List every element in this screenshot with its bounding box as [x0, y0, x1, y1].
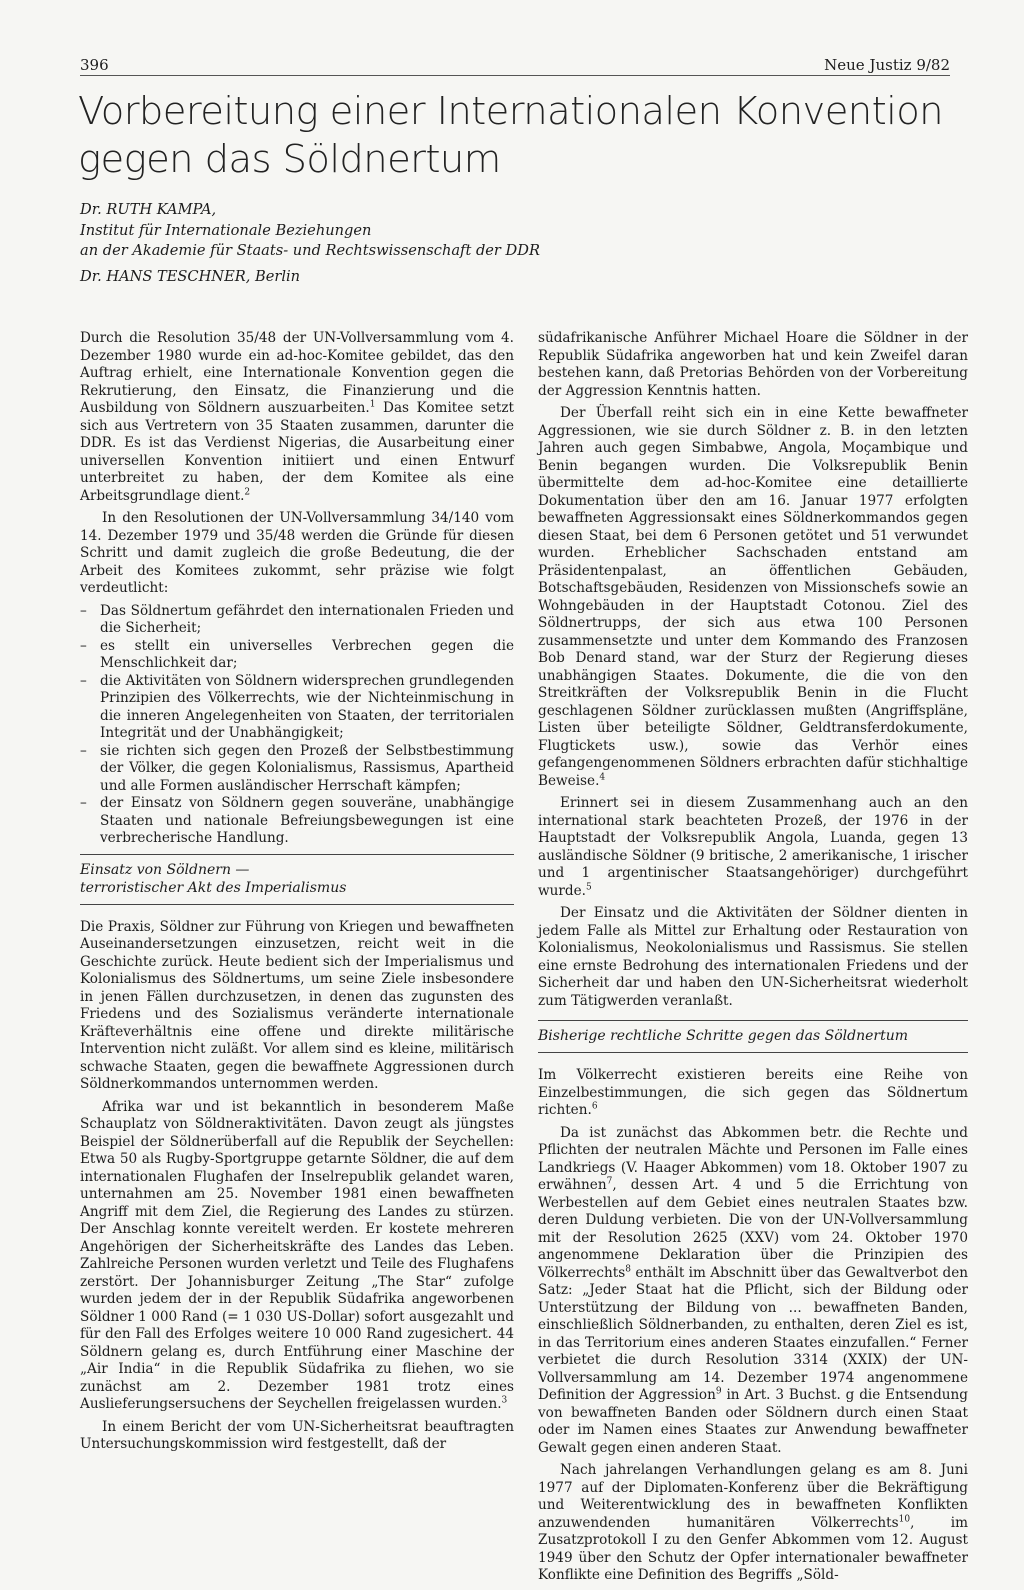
list-item: – sie richten sich gegen den Prozeß der Selbstbestimmung der Völker, die gegen Kolonialismus, Rassismus, Apartheid und alle Formen ausländischer Herrschaft kämpfen; [80, 742, 514, 794]
column-left [80, 330, 514, 1459]
column-right [538, 330, 968, 1590]
footnote-ref: 7 [606, 1176, 613, 1187]
footnote-ref: 8 [625, 1263, 631, 1274]
paragraph: Afrika war und ist bekanntlich in besonderem Maße Schauplatz von Söldneraktivitäten. Davon zeugt als jüngstes Beispiel der Söldnerüberfall auf die Republik der Seychellen: Etwa 50 als Rugby-Sportgruppe getarnte Söldner, die auf dem internationalen Flughafen der Inselrepublik gelandet waren, unternahmen am 25. November 1981 einen bewaffneten Angriff mit dem Ziel, die Regierung des Landes zu stürzen. Der Anschlag konnte vereitelt werden. Er kostete mehreren Angehörigen der Sicherheitskräfte des Landes das Leben. Zahlreiche Personen wurden verletzt und Teile des Flughafens zerstört. Der Johannisburger Zeitung „The Star“ zufolge wurden jedem der in der Republik Südafrika angeworbenen Söldner 1 000 Rand (= 1 030 US-Dollar) sofort ausgezahlt und für den Fall des Erfolges weitere 10 000 Rand zugesichert. 44 Söldnern gelang es, durch Entführung einer Maschine der „Air India“ in die Republik Südafrika zu fliehen, wo sie zunächst am 2. Dezember 1981 trotz eines Auslieferungsersuchens der Seychellen freigelassen wurden.$^3$ [80, 1098, 514, 1412]
footnote-ref: 9 [715, 1386, 722, 1397]
paragraph: Im Völkerrecht existieren bereits eine Reihe von Einzelbestimmungen, die sich gegen das Söldnertum richten.$^6$ [538, 1067, 968, 1118]
paragraph: Nach jahrelangen Verhandlungen gelang es am 8. Juni 1977 auf der Diplomaten-Konferenz über die Bekräftigung und Weiterentwicklung des in bewaffneten Konflikten anzuwendenden humanitären Völkerrechts$^{10}$, im Zusatzprotokoll I zu den Genfer Abkommen vom 12. August 1949 über den Schutz der Opfer internationaler bewaffneter Konflikte eine Definition des Begriffs „Söld- [538, 1462, 968, 1583]
list-item: – Das Söldnertum gefährdet den internationalen Frieden und die Sicherheit; [80, 602, 514, 636]
footnote-ref: 10 [898, 1513, 911, 1524]
paragraph: Erinnert sei in diesem Zusammenhang auch an den international stark beachteten Prozeß, der 1976 in der Hauptstadt der Volksrepublik Angola, Luanda, gegen 13 ausländische Söldner (9 britische, 2 amerikanische, 1 irischer und 1 argentinischer Staatsangehöriger) durchgeführt wurde.$^5$ [538, 795, 968, 899]
footnote-ref: 4 [599, 771, 606, 782]
journal-issue: Neue Justiz 9/82 [824, 56, 950, 74]
paragraph: Der Einsatz und die Aktivitäten der Söldner dienten in jedem Falle als Mittel zur Erhaltung oder Restauration von Kolonialismus, Neokolonialismus und Rassismus. Sie stellen eine ernste Bedrohung des internationalen Friedens und der Sicherheit dar und haben den UN-Sicherheitsrat wiederholt zum Tätigwerden veranlaßt. [538, 905, 968, 1009]
author-1-name: Dr. RUTH KAMPA, [80, 201, 217, 218]
footnote-ref: 6 [591, 1101, 598, 1112]
author-block [80, 200, 780, 287]
article-title: Vorbereitung einer Internationalen Konvention gegen das Söldnertum [78, 89, 943, 182]
page-number: 396 [80, 56, 109, 74]
section-heading: Einsatz von Söldnern — terroristischer Akt des Imperialismus [80, 854, 514, 905]
footnote-ref: 1 [369, 399, 376, 410]
header-rule [80, 75, 950, 76]
list-item: – die Aktivitäten von Söldnern widersprechen grundlegenden Prinzipien des Völkerrechts, wie der Nichteinmischung in die inneren Angelegenheiten von Staaten, der territorialen Integrität und der Unabhängigkeit; [80, 672, 514, 741]
list-item: – der Einsatz von Söldnern gegen souveräne, unabhängige Staaten und nationale Befreiungsbewegungen ist eine verbrecherische Handlung. [80, 795, 514, 846]
footnote-ref: 2 [244, 486, 251, 497]
footnote-ref: 5 [585, 881, 592, 892]
author-1-institute: Institut für Internationale Beziehungen [80, 221, 372, 239]
paragraph: südafrikanische Anführer Michael Hoare die Söldner in der Republik Südafrika angeworben hat und kein Zweifel daran bestehen kann, daß Pretorias Behörden von der Vorbereitung der Aggression Kenntnis hatten. [538, 330, 968, 399]
paragraph: Durch die Resolution 35/48 der UN-Vollversammlung vom 4. Dezember 1980 wurde ein ad-hoc-Komitee gebildet, das den Auftrag erhielt, eine Internationale Konvention gegen die Rekrutierung, den Einsatz, die Finanzierung und die Ausbildung von Söldnern auszuarbeiten.$^1$ Das Komitee setzt sich aus Vertretern von 35 Staaten zusammen, darunter die DDR. Es ist das Verdienst Nigerias, die Ausarbeitung einer universellen Konvention initiiert und einen Entwurf unterbreitet zu haben, der dem Komitee als eine Arbeitsgrundlage dient.$^2$ [80, 330, 514, 504]
list-item: – es stellt ein universelles Verbrechen gegen die Menschlichkeit dar; [80, 637, 514, 671]
section-heading: Bisherige rechtliche Schritte gegen das Söldnertum [538, 1020, 968, 1053]
reasons-list [80, 603, 514, 848]
author-1-academy: an der Akademie für Staats- und Rechtswissenschaft der DDR [80, 242, 540, 259]
paragraph: In den Resolutionen der UN-Vollversammlung 34/140 vom 14. Dezember 1979 und 35/48 werden die Gründe für diesen Schritt und damit zugleich die große Bedeutung, die der Arbeit des Komitees zukommt, sehr präzise wie folgt verdeutlicht: [80, 510, 514, 596]
author-2-name: Dr. HANS TESCHNER, Berlin [80, 267, 301, 285]
paragraph: Der Überfall reiht sich ein in eine Kette bewaffneter Aggressionen, wie sie durch Söldner z. B. in den letzten Jahren auch gegen Simbabwe, Angola, Moçambique und Benin begangen wurden. Die Volksrepublik Benin übermittelte dem ad-hoc-Komitee eine detaillierte Dokumentation über den am 16. Januar 1977 erfolgten bewaffneten Aggressionsakt eines Söldnerkommandos gegen diesen Staat, bei dem 6 Personen getötet und 51 verwundet wurden. Erheblicher Sachschaden entstand am Präsidentenpalast, an öffentlichen Gebäuden, Botschaftsgebäuden, Residenzen von Missionschefs sowie an Wohngebäuden in der Hauptstadt Cotonou. Ziel des Söldnertrupps, der sich aus etwa 100 Personen zusammensetzte und unter dem Kommando des Franzosen Bob Denard stand, war der Sturz der Regierung dieses unabhängigen Staates. Dokumente, die die von den Streitkräften der Volksrepublik Benin in die Flucht geschlagenen Söldner zurücklassen mußten (Angriffspläne, Listen über beteiligte Söldner, Geldtransferdokumente, Flugtickets usw.), sowie das Verhör eines gefangengenommenen Söldners erbrachten dafür stichhaltige Beweise.$^4$ [538, 405, 968, 789]
footnote-ref: 3 [501, 1395, 508, 1406]
paragraph: Die Praxis, Söldner zur Führung von Kriegen und bewaffneten Auseinandersetzungen einzusetzen, reicht weit in die Geschichte zurück. Heute bedient sich der Imperialismus und Kolonialismus des Söldnertums, um seine Ziele insbesondere in jenen Fällen durchzusetzen, in denen das zugunsten des Friedens und des Sozialismus veränderte internationale Kräfteverhältnis eine offene und direkte militärische Intervention nicht zuläßt. Vor allem sind es kleine, militärisch schwache Staaten, gegen die bewaffnete Aggressionen durch Söldnerkommandos unternommen werden. [80, 918, 514, 1092]
paragraph: In einem Bericht der vom UN-Sicherheitsrat beauftragten Untersuchungskommission wird festgestellt, daß der [80, 1418, 514, 1452]
paragraph: Da ist zunächst das Abkommen betr. die Rechte und Pflichten der neutralen Mächte und Personen im Falle eines Landkriegs (V. Haager Abkommen) vom 18. Oktober 1907 zu erwähnen$^7$, dessen Art. 4 und 5 die Errichtung von Werbestellen auf dem Gebiet eines neutralen Staates bzw. deren Duldung verbieten. Die von der UN-Vollversammlung mit der Resolution 2625 (XXV) vom 24. Oktober 1970 angenommene Deklaration über die Prinzipien des Völkerrechts$^8$ enthält im Abschnitt über das Gewaltverbot den Satz: „Jeder Staat hat die Pflicht, sich der Bildung oder Unterstützung der Bildung von ... bewaffneten Banden, einschließlich Söldnerbanden, zu enthalten, deren Ziel es ist, in das Territorium eines anderen Staates einzufallen.“ Ferner verbietet die durch Resolution 3314 (XXIX) der UN-Vollversammlung am 14. Dezember 1974 angenommene Definition der Aggression$^9$ in Art. 3 Buchst. g die Entsendung von bewaffneten Banden oder Söldnern durch einen Staat oder im Namen eines Staates zur Anwendung bewaffneter Gewalt gegen einen anderen Staat. [538, 1124, 968, 1456]
